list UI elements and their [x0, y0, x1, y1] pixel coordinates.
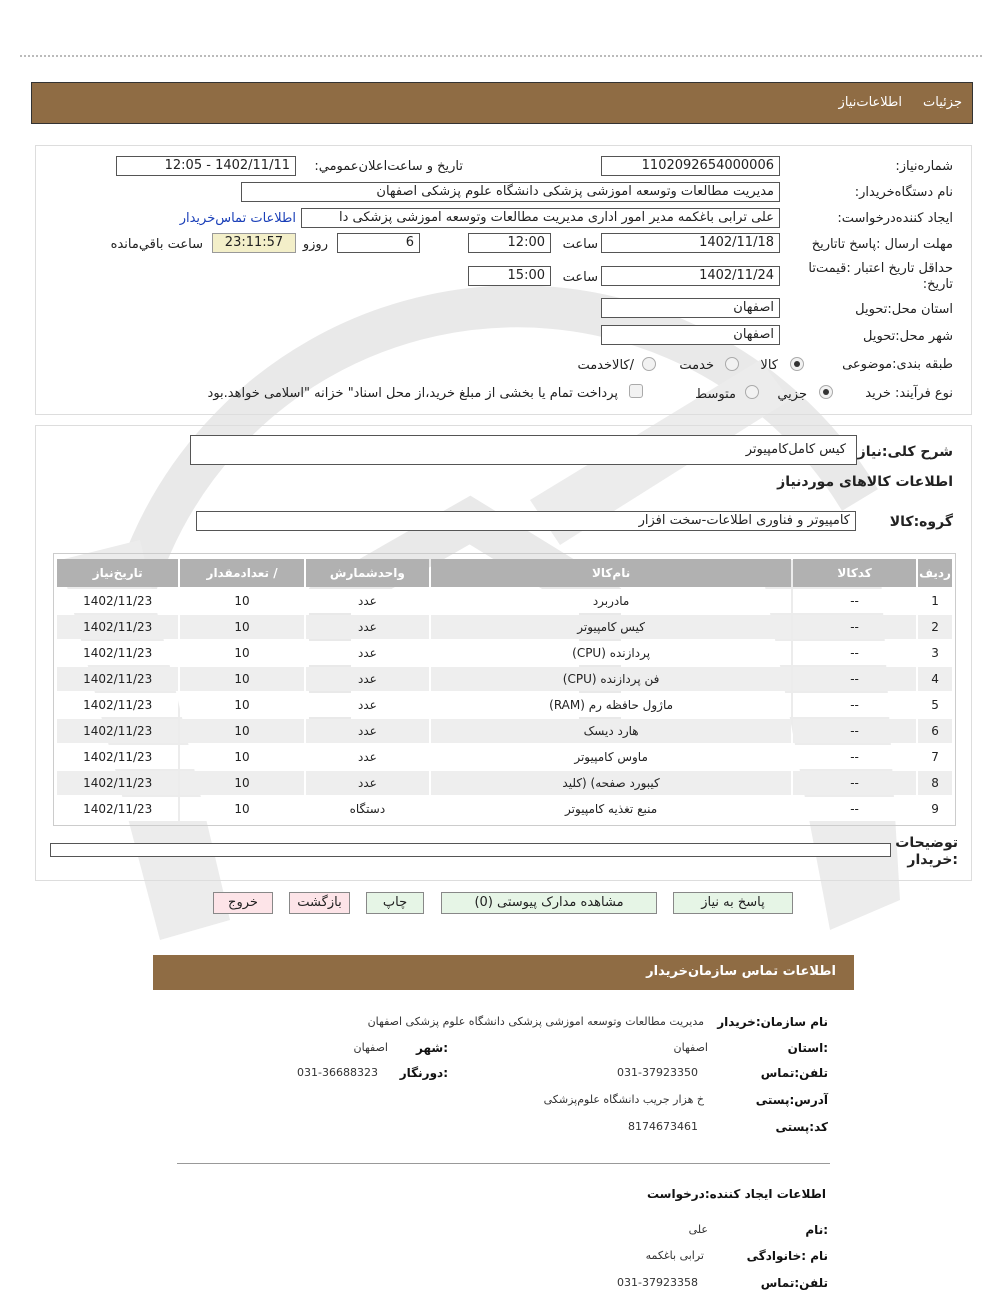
remaining-label: ساعت باقي‌مانده [110, 237, 203, 252]
summary-field: کیس کامل‌کامپیوتر [190, 435, 857, 465]
treasury-payment-checkbox[interactable] [629, 384, 643, 398]
cell-name: هارد دیسک [431, 719, 791, 743]
buyer-contact-link[interactable]: اطلاعات تماس‌خريدار [179, 211, 296, 226]
back-button[interactable]: بازگشت [289, 892, 350, 914]
table-row [57, 745, 952, 769]
cell-code: -- [793, 693, 916, 717]
org-label: نام سازمان:خريدار [717, 1015, 828, 1029]
cell-date: 1402/11/23 [57, 693, 178, 717]
treasury-payment-note: پرداخت تمام يا بخشی از مبلغ خريد،از محل اسناد" خزانه "اسلامی خواهد.بود [207, 386, 618, 401]
cell-qty: 10 [180, 719, 303, 743]
days-label: روزو [302, 237, 328, 252]
cell-row: 4 [918, 667, 952, 691]
cell-unit: عدد [306, 693, 429, 717]
address-label: آدرس:پستی [755, 1093, 828, 1107]
cell-date: 1402/11/23 [57, 641, 178, 665]
reply-button[interactable]: پاسخ به نياز [673, 892, 793, 914]
deadline-time-label: ساعت [562, 237, 598, 252]
creator-family-value: ترابی باغکمه [645, 1249, 704, 1262]
exit-button[interactable]: خروج [213, 892, 273, 914]
org-value: مدیریت مطالعات وتوسعه اموزشی پزشکی دانشگاه علوم پزشکی اصفهان [367, 1015, 704, 1028]
table-row [57, 615, 952, 639]
cell-qty: 10 [180, 589, 303, 613]
cell-date: 1402/11/23 [57, 745, 178, 769]
process-medium-radio[interactable] [745, 385, 759, 399]
cell-qty: 10 [180, 667, 303, 691]
contact-phone-value: 031-37923350 [617, 1066, 698, 1079]
buyer-field: مدیریت مطالعات وتوسعه اموزشی پزشکی دانشگاه علوم پزشکی اصفهان [241, 182, 780, 202]
summary-label: شرح کلی:نياز [857, 444, 953, 460]
cell-date: 1402/11/23 [57, 771, 178, 795]
cell-qty: 10 [180, 745, 303, 769]
buyer-contact-title: اطلاعات تماس سازمان‌خريدار [646, 964, 836, 979]
category-goods-radio[interactable] [790, 357, 804, 371]
category-both-label: /کالاخدمت [577, 358, 634, 373]
creator-info-title: اطلاعات ايجاد کننده:درخواست [646, 1187, 826, 1201]
validity-label-2: تاريخ: [922, 277, 953, 292]
buyer-contact-header [153, 955, 854, 990]
days-field: 6 [337, 233, 420, 253]
cell-row: 8 [918, 771, 952, 795]
deadline-time-field: 12:00 [468, 233, 551, 253]
city-field: اصفهان [601, 325, 780, 345]
creator-phone-value: 031-37923358 [617, 1276, 698, 1289]
contact-divider [177, 1163, 830, 1164]
contact-city-value: اصفهان [353, 1041, 388, 1054]
validity-date-field: 1402/11/24 [601, 266, 780, 286]
table-row [57, 667, 952, 691]
cell-unit: عدد [306, 589, 429, 613]
cell-name: کیس کامپیوتر [431, 615, 791, 639]
print-button[interactable]: چاپ [366, 892, 424, 914]
group-field: کامپیوتر و فناوری اطلاعات-سخت افزار [196, 511, 856, 531]
cell-date: 1402/11/23 [57, 719, 178, 743]
cell-code: -- [793, 771, 916, 795]
creator-field: علی ترابی باغکمه مدیر امور اداری مدیریت مطالعات وتوسعه اموزشی پزشکی دا [301, 208, 780, 228]
cell-name: ماژول حافظه رم (RAM) [431, 693, 791, 717]
remaining-timer: 23:11:57 [212, 233, 296, 253]
validity-label: حداقل تاريخ اعتبار :قيمت‌تا [808, 261, 953, 276]
fax-value: 031-36688323 [297, 1066, 378, 1079]
contact-city-label: :شهر [416, 1041, 448, 1055]
need-number-label: شماره‌نیاز: [895, 159, 953, 174]
process-partial-radio[interactable] [819, 385, 833, 399]
category-both-radio[interactable] [642, 357, 656, 371]
category-service-radio[interactable] [725, 357, 739, 371]
creator-label: ايجاد کننده‌درخواست: [837, 211, 953, 226]
col-row: رديف [918, 559, 952, 587]
top-divider [20, 55, 982, 57]
contact-province-label: :استان [787, 1041, 828, 1055]
creator-family-label: نام :خانوادگی [746, 1249, 828, 1263]
cell-date: 1402/11/23 [57, 797, 178, 821]
col-name: نام‌کالا [431, 559, 791, 587]
col-unit: واحد‌شمارش [306, 559, 429, 587]
items-table [55, 557, 954, 823]
goods-info-title: اطلاعات کالاهای مورد‌نياز [777, 474, 953, 490]
cell-row: 6 [918, 719, 952, 743]
buyer-notes-label: توضيحات [895, 835, 958, 851]
cell-code: -- [793, 745, 916, 769]
fax-label: :دورنگار [399, 1066, 448, 1080]
table-row [57, 719, 952, 743]
group-label: گروه:کالا [889, 514, 953, 530]
cell-qty: 10 [180, 693, 303, 717]
deadline-date-field: 1402/11/18 [601, 233, 780, 253]
need-number-field: 1102092654000006 [601, 156, 780, 176]
cell-unit: عدد [306, 719, 429, 743]
creator-name-value: علی [688, 1223, 708, 1236]
buyer-label: نام دستگاه‌خريدار: [854, 185, 953, 200]
address-value: خ هزار جریب دانشگاه علوم‌پزشکی [543, 1093, 704, 1106]
cell-name: کیبورد صفحه) (کلید [431, 771, 791, 795]
table-row [57, 589, 952, 613]
process-medium-label: متوسط [695, 387, 736, 402]
category-goods-label: کالا [760, 358, 778, 373]
cell-unit: عدد [306, 771, 429, 795]
contact-province-value: اصفهان [673, 1041, 708, 1054]
cell-date: 1402/11/23 [57, 667, 178, 691]
cell-code: -- [793, 797, 916, 821]
cell-unit: عدد [306, 615, 429, 639]
cell-qty: 10 [180, 615, 303, 639]
city-label: شهر محل:تحويل [863, 329, 953, 344]
province-label: استان محل:تحويل [855, 302, 953, 317]
buyer-notes-field [50, 843, 891, 857]
table-row [57, 797, 952, 821]
validity-time-field: 15:00 [468, 266, 551, 286]
deadline-label: مهلت ارسال :پاسخ تا‌تاريخ [811, 237, 953, 252]
cell-row: 5 [918, 693, 952, 717]
cell-code: -- [793, 615, 916, 639]
cell-name: فن پردازنده (CPU) [431, 667, 791, 691]
cell-code: -- [793, 719, 916, 743]
cell-code: -- [793, 641, 916, 665]
buyer-notes-label-2: :خريدار [907, 852, 958, 868]
cell-name: ماوس کامپیوتر [431, 745, 791, 769]
page-header [31, 82, 973, 124]
cell-row: 7 [918, 745, 952, 769]
cell-name: پردازنده (CPU) [431, 641, 791, 665]
cell-date: 1402/11/23 [57, 615, 178, 639]
creator-phone-label: تلفن:تماس [760, 1276, 828, 1290]
view-attachments-button[interactable]: مشاهده مدارک پيوستی (0) [441, 892, 657, 914]
category-label: طبقه بندی:موضوعی [842, 357, 953, 372]
cell-unit: عدد [306, 745, 429, 769]
announce-field: 1402/11/11 - 12:05 [116, 156, 296, 176]
table-row [57, 771, 952, 795]
cell-name: منبع تغذیه کامپیوتر [431, 797, 791, 821]
tab-need-info[interactable]: اطلاعات‌نیاز [838, 95, 902, 110]
announce-label: تاريخ و ساعت‌اعلان‌عمومي: [314, 159, 463, 174]
cell-date: 1402/11/23 [57, 589, 178, 613]
cell-row: 1 [918, 589, 952, 613]
table-row [57, 641, 952, 665]
province-field: اصفهان [601, 298, 780, 318]
postal-code-value: 8174673461 [628, 1120, 698, 1133]
cell-code: -- [793, 667, 916, 691]
cell-qty: 10 [180, 641, 303, 665]
contact-phone-label: تلفن:تماس [760, 1066, 828, 1080]
cell-row: 3 [918, 641, 952, 665]
table-row [57, 693, 952, 717]
cell-qty: 10 [180, 797, 303, 821]
process-partial-label: جزيي [777, 387, 807, 402]
col-code: کدکالا [793, 559, 916, 587]
process-label: نوع فرآيند: خريد [865, 386, 953, 401]
col-date: تاريخ‌نياز [57, 559, 178, 587]
cell-qty: 10 [180, 771, 303, 795]
cell-row: 9 [918, 797, 952, 821]
cell-code: -- [793, 589, 916, 613]
validity-time-label: ساعت [562, 270, 598, 285]
creator-name-label: :نام [805, 1223, 828, 1237]
cell-row: 2 [918, 615, 952, 639]
col-qty: / تعداد‌مقدار [180, 559, 303, 587]
cell-unit: عدد [306, 667, 429, 691]
postal-code-label: کد:پستی [775, 1120, 828, 1134]
tab-details[interactable]: جزئيات [923, 95, 962, 110]
cell-unit: دستگاه [306, 797, 429, 821]
cell-unit: عدد [306, 641, 429, 665]
cell-name: مادربرد [431, 589, 791, 613]
category-service-label: خدمت [679, 358, 714, 373]
